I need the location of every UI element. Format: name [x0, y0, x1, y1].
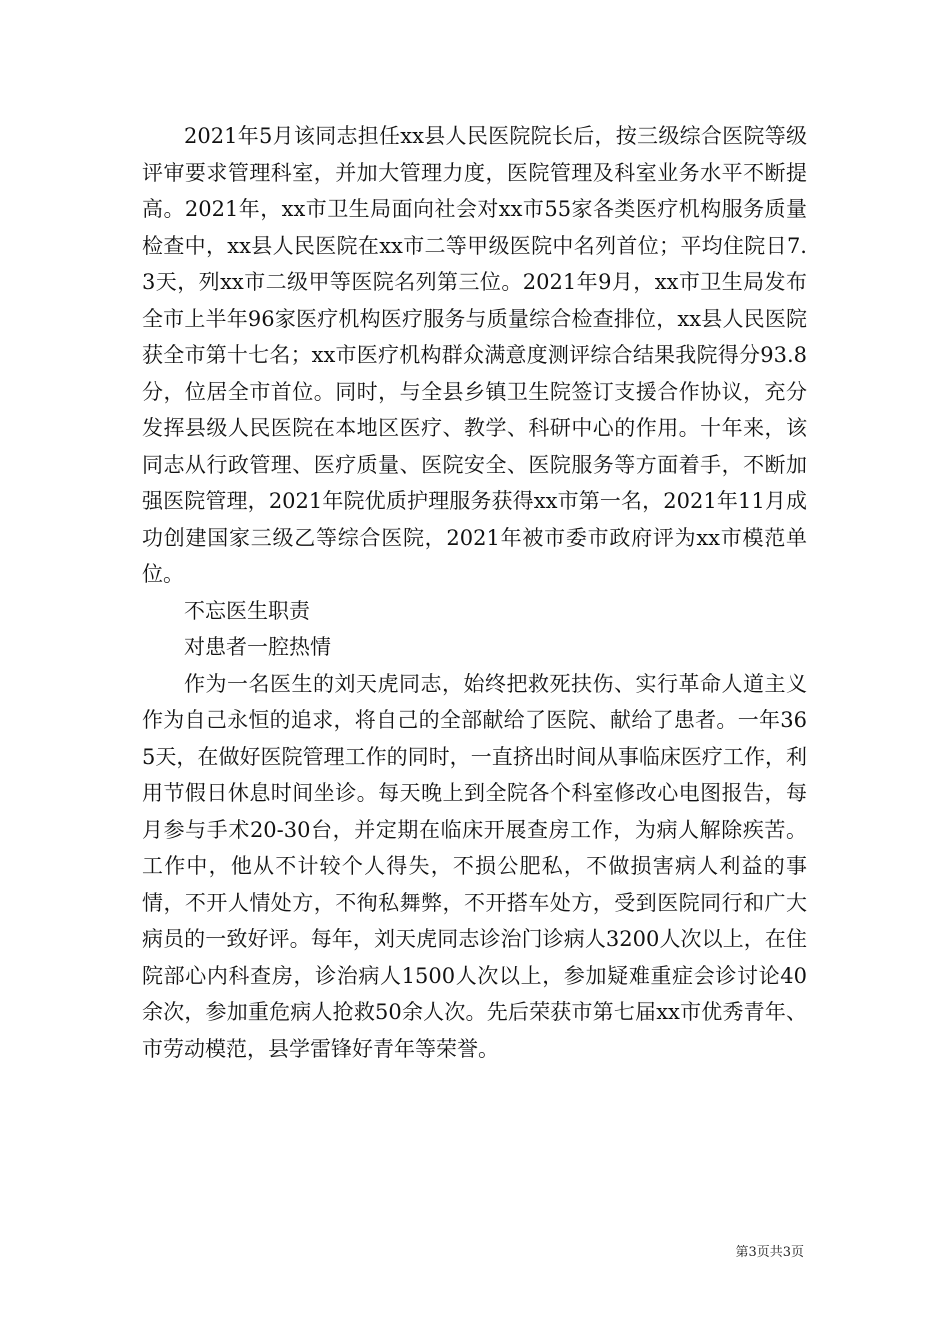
- paragraph-doctor-work: 作为一名医生的刘天虎同志，始终把救死扶伤、实行革命人道主义作为自己永恒的追求，将自己的全部献给了医院、献给了患者。一年365天，在做好医院管理工作的同时，一直挤出时间从事临床医疗工作，利用节假日休息时间坐诊。每天晚上到全院各个科室修改心电图报告，每月参与手术20-30台，并定期在临床开展查房工作，为病人解除疾苦。工作中，他从不计较个人得失，不损公肥私，不做损害病人利益的事情，不开人情处方，不徇私舞弊，不开搭车处方，受到医院同行和广大病员的一致好评。每年，刘天虎同志诊治门诊病人3200人次以上，在住院部心内科查房，诊治病人1500人次以上，参加疑难重症会诊讨论40余次，参加重危病人抢救50余人次。先后荣获市第七届xx市优秀青年、市劳动模范，县学雷锋好青年等荣誉。: [142, 671, 807, 1061]
- document-body: [142, 118, 807, 1067]
- paragraph-hospital-management: 2021年5月该同志担任xx县人民医院院长后，按三级综合医院等级评审要求管理科室，并加大管理力度，医院管理及科室业务水平不断提高。2021年，xx市卫生局面向社会对xx市55家各类医疗机构服务质量检查中，xx县人民医院在xx市二等甲级医院中名列首位；平均住院日7.3天，列xx市二级甲等医院名列第三位。2021年9月，xx市卫生局发布全市上半年96家医疗机构医疗服务与质量综合检查排位，xx县人民医院获全市第十七名；xx市医疗机构群众满意度测评综合结果我院得分93.8分，位居全市首位。同时，与全县乡镇卫生院签订支援合作协议，充分发挥县级人民医院在本地区医疗、教学、科研中心的作用。十年来，该同志从行政管理、医疗质量、医院安全、医院服务等方面着手，不断加强医院管理，2021年院优质护理服务获得xx市第一名，2021年11月成功创建国家三级乙等综合医院，2021年被市委市政府评为xx市模范单位。: [142, 124, 807, 586]
- section-heading-duty: 不忘医生职责: [184, 598, 310, 623]
- page-number-footer: 第3页共3页: [735, 1245, 804, 1260]
- section-heading-passion: 对患者一腔热情: [184, 635, 331, 659]
